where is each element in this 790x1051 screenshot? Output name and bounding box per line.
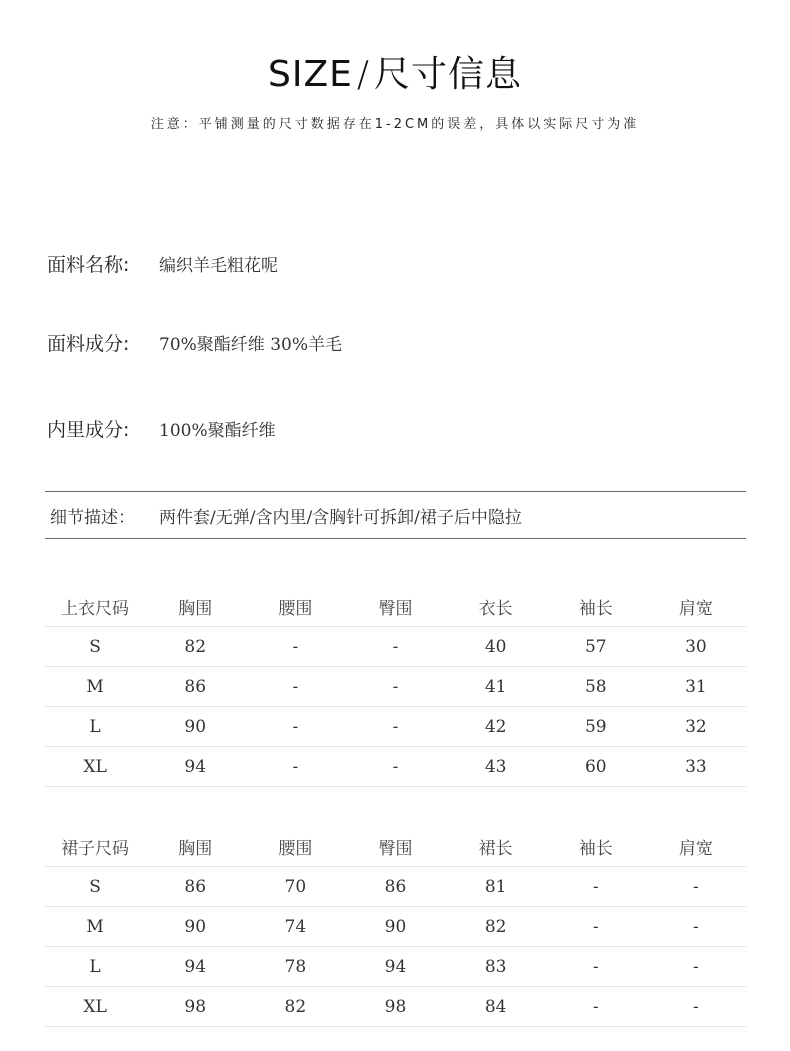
table-row	[45, 907, 746, 947]
column-header: 袖长	[546, 827, 646, 867]
measurement-cell: 30	[646, 627, 746, 667]
measurement-cell: 41	[446, 667, 546, 707]
measurement-cell: 82	[145, 627, 245, 667]
column-header: 上衣尺码	[45, 587, 145, 627]
size-cell: M	[45, 667, 145, 707]
measurement-cell: -	[345, 707, 445, 747]
measurement-cell: 90	[345, 907, 445, 947]
measurement-cell: 40	[446, 627, 546, 667]
measurement-cell: -	[245, 707, 345, 747]
column-header: 胸围	[145, 587, 245, 627]
title-separator: /	[356, 54, 370, 95]
measurement-cell: -	[546, 867, 646, 907]
measurement-cell: -	[345, 667, 445, 707]
measurement-cell: 32	[646, 707, 746, 747]
measurement-cell: 58	[546, 667, 646, 707]
measurement-cell: 70	[245, 867, 345, 907]
measurement-cell: 90	[145, 907, 245, 947]
fabric-composition-label: 面料成分:	[47, 333, 130, 355]
lining-composition-row	[47, 415, 276, 442]
measurement-cell: 94	[345, 947, 445, 987]
column-header: 腰围	[245, 587, 345, 627]
measurement-cell: 43	[446, 747, 546, 787]
column-header: 肩宽	[646, 827, 746, 867]
size-cell: L	[45, 947, 145, 987]
fabric-name-row	[47, 250, 278, 277]
column-header: 臀围	[345, 587, 445, 627]
measurement-cell: 94	[145, 747, 245, 787]
table-header-row	[45, 587, 746, 627]
fabric-composition-value: 70%聚酯纤维 30%羊毛	[159, 335, 342, 355]
measurement-cell: 82	[446, 907, 546, 947]
table-header-row	[45, 827, 746, 867]
measurement-cell: 94	[145, 947, 245, 987]
measurement-cell: 60	[546, 747, 646, 787]
fabric-name-value: 编织羊毛粗花呢	[159, 256, 278, 276]
measurement-cell: -	[546, 907, 646, 947]
column-header: 裙长	[446, 827, 546, 867]
measurement-cell: 59	[546, 707, 646, 747]
measurement-cell: -	[646, 867, 746, 907]
lining-composition-label: 内里成分:	[47, 419, 130, 441]
detail-description	[45, 491, 746, 539]
measurement-note: 注意：平铺测量的尺寸数据存在1-2CM的误差，具体以实际尺寸为准	[150, 117, 640, 132]
size-cell: XL	[45, 747, 145, 787]
lining-composition-value: 100%聚酯纤维	[159, 421, 276, 441]
title-sub: 尺寸信息	[374, 54, 523, 95]
measurement-cell: -	[345, 747, 445, 787]
column-header: 腰围	[245, 827, 345, 867]
detail-label: 细节描述：	[50, 507, 135, 528]
measurement-cell: 42	[446, 707, 546, 747]
size-cell: L	[45, 707, 145, 747]
table-row	[45, 747, 746, 787]
measurement-cell: 82	[245, 987, 345, 1027]
measurement-cell: -	[646, 947, 746, 987]
measurement-cell: 57	[546, 627, 646, 667]
size-cell: S	[45, 627, 145, 667]
fabric-name-label: 面料名称:	[47, 254, 130, 276]
measurement-cell: 98	[145, 987, 245, 1027]
column-header: 衣长	[446, 587, 546, 627]
title-main: SIZE	[267, 54, 353, 95]
table-row	[45, 627, 746, 667]
column-header: 胸围	[145, 827, 245, 867]
measurement-cell: 86	[145, 867, 245, 907]
table-row	[45, 707, 746, 747]
top-size-table	[45, 587, 746, 787]
table-row	[45, 987, 746, 1027]
column-header: 裙子尺码	[45, 827, 145, 867]
measurement-cell: -	[245, 627, 345, 667]
measurement-cell: -	[646, 907, 746, 947]
measurement-cell: -	[646, 987, 746, 1027]
measurement-cell: 84	[446, 987, 546, 1027]
measurement-cell: 81	[446, 867, 546, 907]
detail-value: 两件套/无弹/含内里/含胸针可拆卸/裙子后中隐拉	[159, 507, 522, 528]
measurement-cell: -	[245, 667, 345, 707]
measurement-cell: 90	[145, 707, 245, 747]
measurement-cell: 86	[345, 867, 445, 907]
table-row	[45, 947, 746, 987]
measurement-cell: 78	[245, 947, 345, 987]
column-header: 臀围	[345, 827, 445, 867]
size-cell: M	[45, 907, 145, 947]
column-header: 袖长	[546, 587, 646, 627]
measurement-cell: 31	[646, 667, 746, 707]
measurement-cell: 74	[245, 907, 345, 947]
table-row	[45, 667, 746, 707]
size-cell: XL	[45, 987, 145, 1027]
page-title	[0, 46, 790, 97]
measurement-cell: -	[345, 627, 445, 667]
skirt-size-table	[45, 827, 746, 1027]
measurement-cell: 83	[446, 947, 546, 987]
size-cell: S	[45, 867, 145, 907]
measurement-cell: 33	[646, 747, 746, 787]
measurement-cell: -	[546, 947, 646, 987]
measurement-cell: -	[245, 747, 345, 787]
table-row	[45, 867, 746, 907]
measurement-cell: 98	[345, 987, 445, 1027]
measurement-cell: -	[546, 987, 646, 1027]
measurement-cell: 86	[145, 667, 245, 707]
fabric-composition-row	[47, 329, 342, 356]
column-header: 肩宽	[646, 587, 746, 627]
